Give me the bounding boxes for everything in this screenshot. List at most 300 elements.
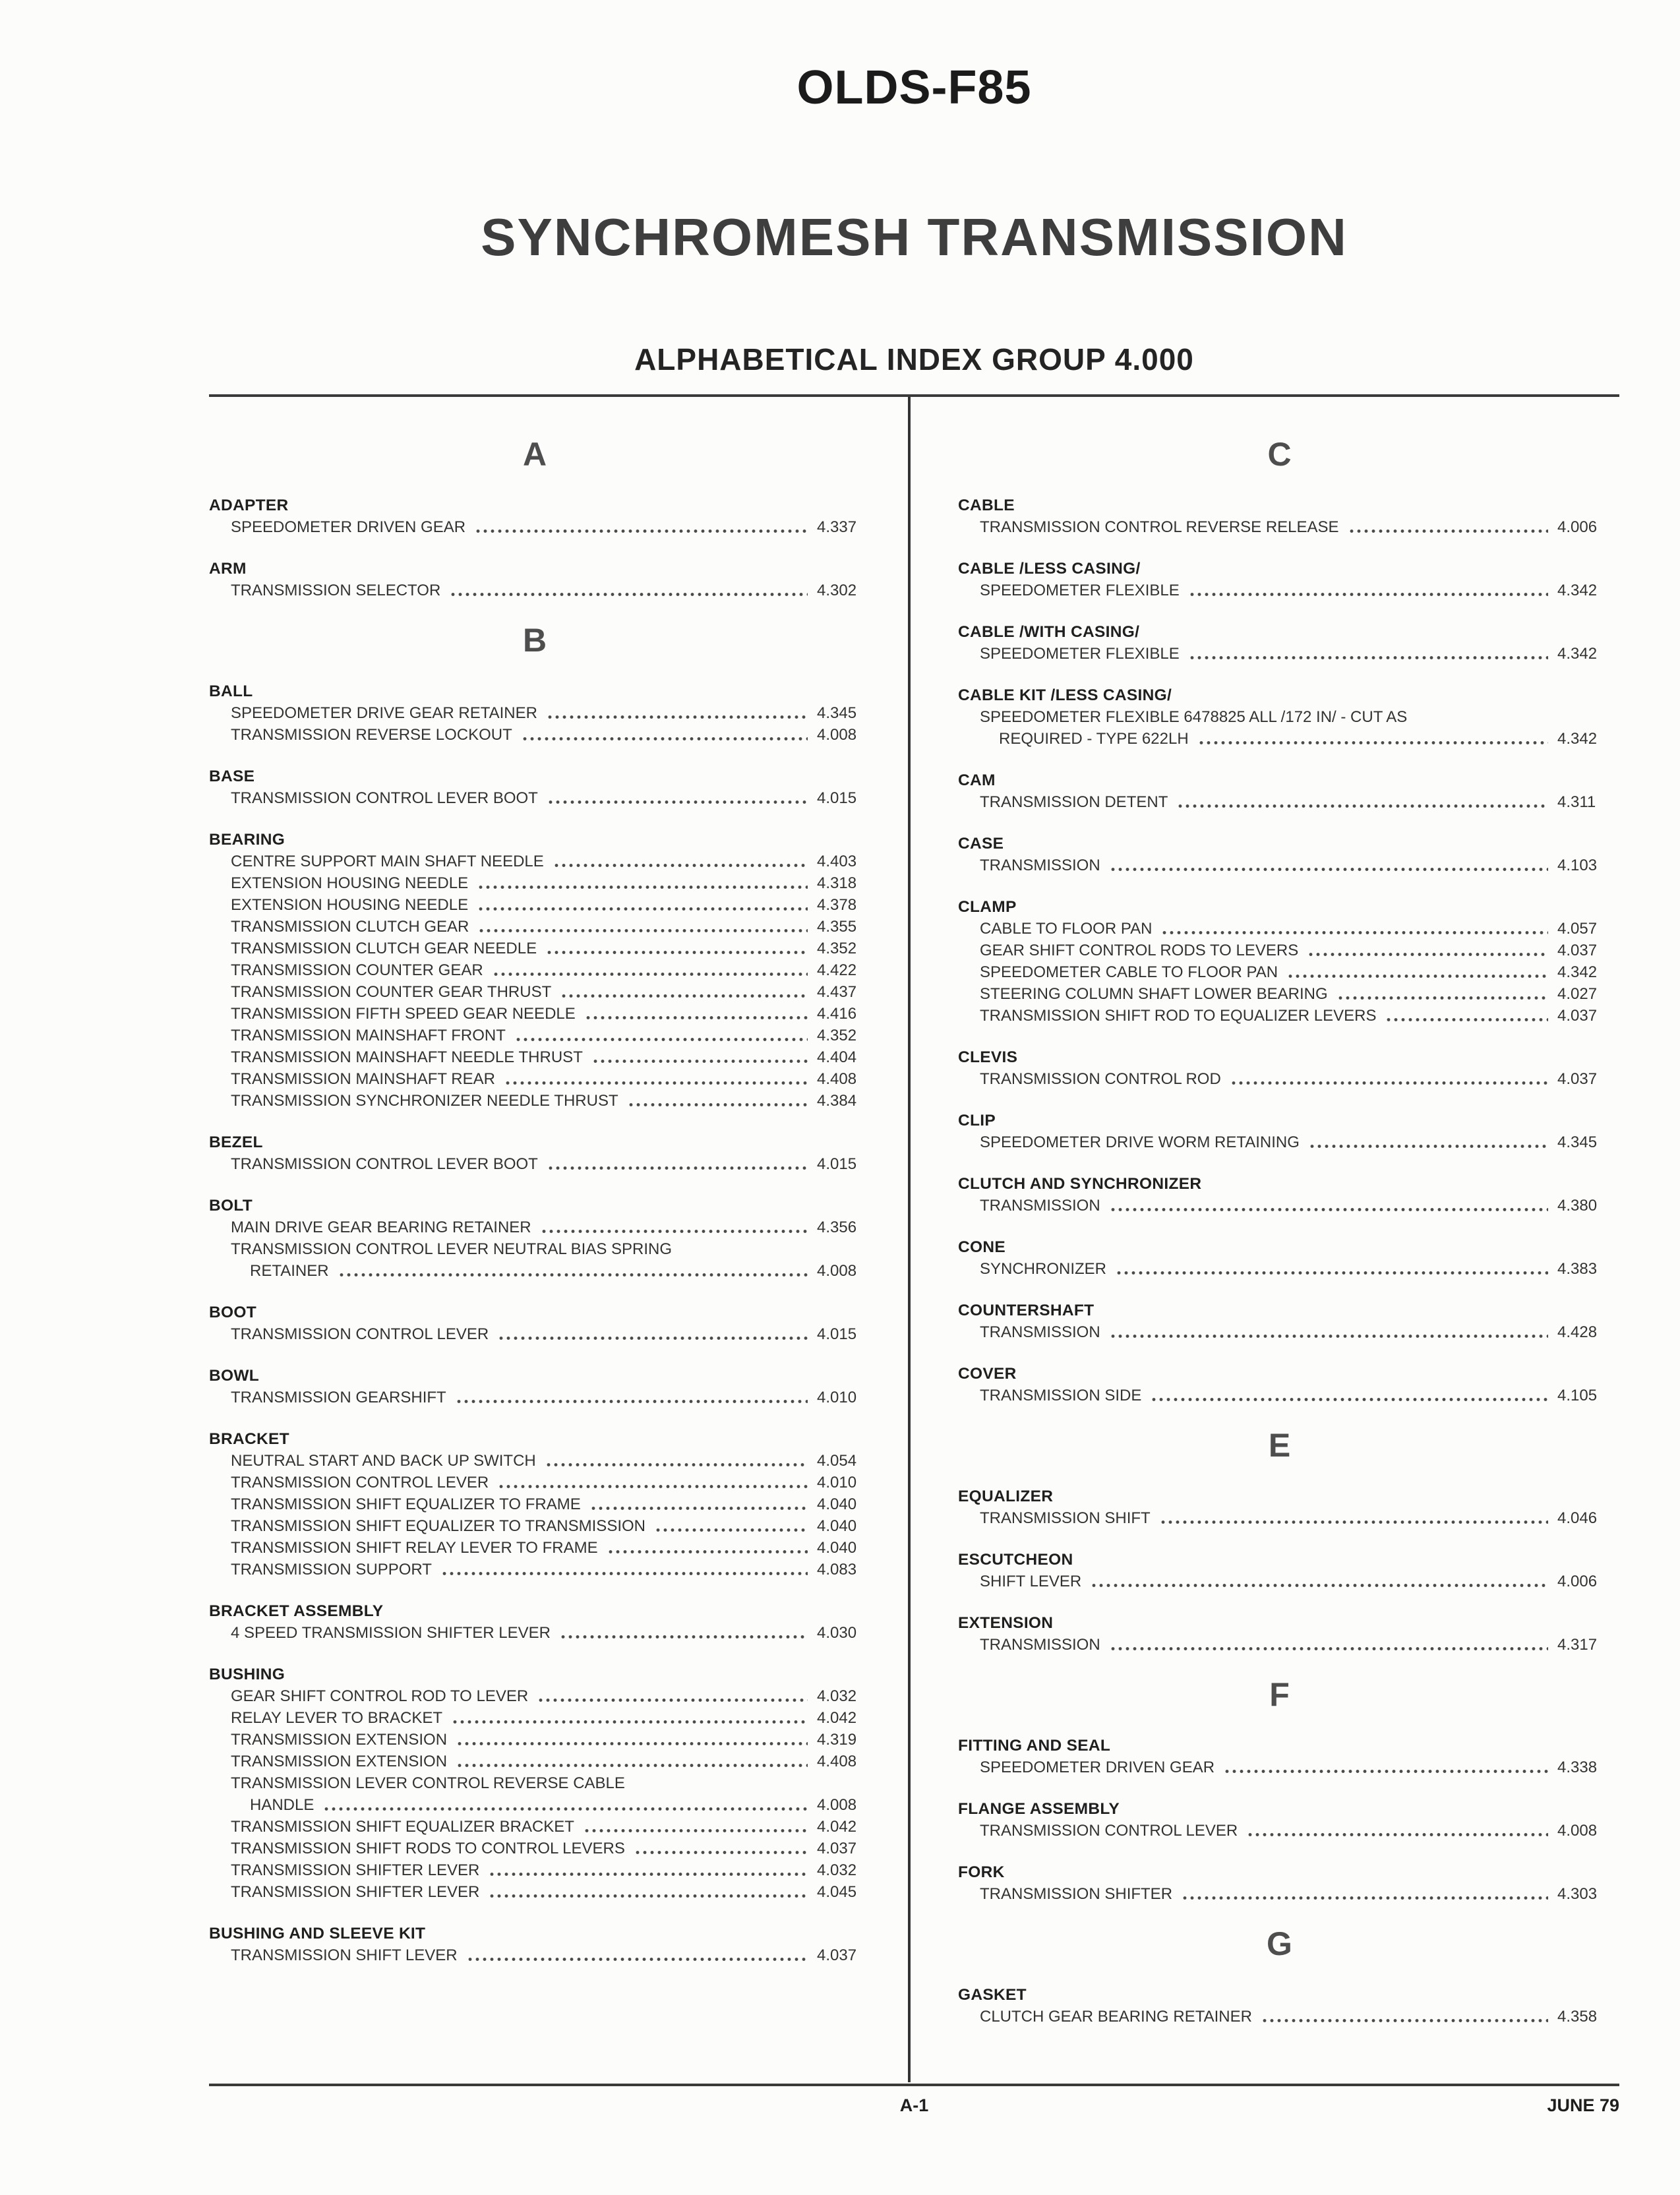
entry-group-number: 4.404 xyxy=(817,1048,857,1066)
entry-group-number: 4.037 xyxy=(817,1946,857,1964)
dotted-leader xyxy=(1232,1081,1548,1085)
entry-label: TRANSMISSION CONTROL LEVER xyxy=(231,1474,489,1491)
index-entry xyxy=(209,938,860,959)
index-entry xyxy=(958,1757,1601,1778)
dotted-leader xyxy=(547,1462,808,1467)
entry-label: TRANSMISSION CONTROL REVERSE RELEASE xyxy=(980,518,1339,536)
index-header: ALPHABETICAL INDEX GROUP 4.000 xyxy=(634,342,1194,376)
entry-group-number: 4.037 xyxy=(1557,1007,1598,1025)
entry-label: TRANSMISSION SHIFTER xyxy=(980,1885,1173,1903)
index-column-right xyxy=(958,397,1601,2082)
index-group xyxy=(209,558,860,601)
index-group xyxy=(958,1363,1601,1406)
dotted-leader xyxy=(542,1229,808,1234)
dotted-leader xyxy=(457,1399,808,1404)
group-heading: CABLE xyxy=(958,496,1015,514)
entry-label: TRANSMISSION REVERSE LOCKOUT xyxy=(231,726,512,744)
group-heading: GASKET xyxy=(958,1986,1027,2004)
entry-group-number: 4.032 xyxy=(817,1687,857,1705)
index-group xyxy=(209,495,860,538)
dotted-leader xyxy=(591,1506,808,1511)
entry-group-number: 4.032 xyxy=(817,1861,857,1879)
entry-label: TRANSMISSION xyxy=(980,1323,1100,1341)
index-group xyxy=(958,495,1601,538)
index-entry xyxy=(958,643,1601,665)
index-columns xyxy=(209,397,1619,2082)
dotted-leader xyxy=(479,907,808,911)
entry-group-number: 4.383 xyxy=(1557,1260,1598,1278)
index-group xyxy=(209,1131,860,1175)
entry-group-number: 4.037 xyxy=(1557,942,1598,959)
index-entry xyxy=(209,1217,860,1238)
index-group xyxy=(958,769,1601,813)
index-group xyxy=(958,1236,1601,1280)
entry-label: TRANSMISSION xyxy=(980,857,1100,874)
entry-label: SPEEDOMETER FLEXIBLE xyxy=(980,645,1180,663)
entry-label: TRANSMISSION SELECTOR xyxy=(231,582,441,599)
dotted-leader xyxy=(636,1850,808,1855)
index-group xyxy=(209,1923,860,1966)
dotted-leader xyxy=(458,1741,808,1746)
group-heading: CONE xyxy=(958,1238,1005,1256)
dotted-leader xyxy=(562,994,808,998)
entry-group-number: 4.006 xyxy=(1557,518,1598,536)
dotted-leader xyxy=(479,928,808,933)
entry-group-number: 4.302 xyxy=(817,582,857,599)
group-heading: CABLE KIT /LESS CASING/ xyxy=(958,686,1172,704)
entry-label: REQUIRED - TYPE 622LH xyxy=(999,730,1189,748)
entry-group-number: 4.352 xyxy=(817,940,857,957)
group-heading: EXTENSION xyxy=(958,1614,1054,1632)
entry-label: TRANSMISSION CONTROL LEVER xyxy=(231,1325,489,1343)
dotted-leader xyxy=(1190,655,1548,660)
entry-first-line: SPEEDOMETER FLEXIBLE 6478825 ALL /172 IN/ - CUT AS xyxy=(980,708,1408,726)
entry-group-number: 4.008 xyxy=(1557,1822,1598,1840)
section-letter-c: C xyxy=(1267,436,1292,473)
dotted-leader xyxy=(1178,804,1548,808)
dotted-leader xyxy=(1162,930,1548,935)
group-heading: FORK xyxy=(958,1863,1005,1881)
entry-group-number: 4.042 xyxy=(817,1709,857,1727)
footer-page-number: A-1 xyxy=(899,2095,929,2115)
index-entry xyxy=(958,1258,1601,1280)
entry-group-number: 4.045 xyxy=(817,1883,857,1901)
entry-group-number: 4.008 xyxy=(817,1796,857,1814)
dotted-leader xyxy=(490,1894,808,1898)
section-letter-f: F xyxy=(1269,1676,1290,1713)
entry-group-number: 4.015 xyxy=(817,789,857,807)
index-entry xyxy=(958,1820,1601,1842)
entry-label: TRANSMISSION GEARSHIFT xyxy=(231,1389,446,1406)
group-heading: BUSHING xyxy=(209,1666,285,1683)
group-heading: CLUTCH AND SYNCHRONIZER xyxy=(958,1175,1202,1193)
entry-group-number: 4.352 xyxy=(817,1027,857,1044)
group-heading: BASE xyxy=(209,767,255,785)
group-heading: CABLE /WITH CASING/ xyxy=(958,623,1140,641)
dotted-leader xyxy=(1338,996,1548,1000)
group-heading: BEZEL xyxy=(209,1133,263,1151)
entry-group-number: 4.384 xyxy=(817,1092,857,1110)
index-entry xyxy=(958,1385,1601,1406)
entry-group-number: 4.355 xyxy=(817,918,857,936)
index-entry xyxy=(958,516,1601,538)
entry-group-number: 4.342 xyxy=(1557,963,1598,981)
entry-label: TRANSMISSION MAINSHAFT NEEDLE THRUST xyxy=(231,1048,583,1066)
group-heading: BOOT xyxy=(209,1304,256,1321)
index-entry xyxy=(209,1025,860,1046)
index-entry xyxy=(958,1883,1601,1905)
dotted-leader xyxy=(1310,1144,1548,1149)
footer-date: JUNE 79 xyxy=(1547,2095,1619,2115)
entry-label: TRANSMISSION SHIFT RODS TO CONTROL LEVERS xyxy=(231,1840,625,1857)
entry-label: SPEEDOMETER DRIVE GEAR RETAINER xyxy=(231,704,537,722)
index-entry xyxy=(209,1068,860,1090)
entry-label: TRANSMISSION SHIFTER LEVER xyxy=(231,1883,480,1901)
page-footer xyxy=(209,2095,1619,2135)
entry-label: TRANSMISSION CONTROL LEVER BOOT xyxy=(231,1155,538,1173)
group-heading: BRACKET xyxy=(209,1430,289,1448)
index-entry xyxy=(209,787,860,809)
dotted-leader xyxy=(499,1484,808,1489)
dotted-leader xyxy=(593,1059,808,1064)
dotted-leader xyxy=(490,1872,808,1877)
entry-first-line: TRANSMISSION CONTROL LEVER NEUTRAL BIAS SPRING xyxy=(231,1240,673,1258)
dotted-leader xyxy=(458,1763,808,1768)
group-heading: CAM xyxy=(958,771,996,789)
index-group xyxy=(958,1798,1601,1842)
index-entry xyxy=(209,1622,860,1644)
entry-label: TRANSMISSION SHIFT LEVER xyxy=(231,1946,458,1964)
entry-group-number: 4.342 xyxy=(1557,730,1598,748)
entry-label: RETAINER xyxy=(250,1262,329,1280)
entry-label: HANDLE xyxy=(250,1796,315,1814)
dotted-leader xyxy=(1350,529,1548,533)
group-heading: ESCUTCHEON xyxy=(958,1551,1073,1569)
entry-group-number: 4.010 xyxy=(817,1474,857,1491)
dotted-leader xyxy=(1117,1271,1548,1275)
entry-label: SPEEDOMETER FLEXIBLE xyxy=(980,582,1180,599)
dotted-leader xyxy=(1183,1896,1548,1900)
entry-label: SPEEDOMETER CABLE TO FLOOR PAN xyxy=(980,963,1278,981)
entry-group-number: 4.042 xyxy=(817,1818,857,1836)
group-heading: COUNTERSHAFT xyxy=(958,1302,1095,1319)
index-entry xyxy=(209,1685,860,1707)
index-group xyxy=(209,1664,860,1903)
group-heading: BRACKET ASSEMBLY xyxy=(209,1602,384,1620)
index-entry xyxy=(958,940,1601,961)
dotted-leader xyxy=(1387,1017,1548,1022)
entry-group-number: 4.027 xyxy=(1557,985,1598,1003)
entry-group-number: 4.356 xyxy=(817,1218,857,1236)
dotted-leader xyxy=(1309,952,1548,957)
index-entry xyxy=(209,516,860,538)
index-entry xyxy=(209,1859,860,1881)
index-entry xyxy=(958,1321,1601,1343)
entry-label: TRANSMISSION SIDE xyxy=(980,1387,1142,1404)
entry-label: TRANSMISSION CONTROL ROD xyxy=(980,1070,1221,1088)
entry-label: TRANSMISSION COUNTER GEAR THRUST xyxy=(231,983,552,1001)
dotted-leader xyxy=(516,1037,808,1042)
entry-group-number: 4.358 xyxy=(1557,2008,1598,2026)
index-entry xyxy=(209,1515,860,1537)
index-entry xyxy=(209,981,860,1003)
index-entry xyxy=(958,918,1601,940)
index-entry xyxy=(958,791,1601,813)
entry-label: TRANSMISSION SUPPORT xyxy=(231,1561,432,1579)
index-group xyxy=(958,1173,1601,1217)
index-entry xyxy=(209,916,860,938)
index-entry xyxy=(209,1559,860,1580)
index-entry xyxy=(209,1729,860,1751)
index-entry xyxy=(209,894,860,916)
entry-group-number: 4.054 xyxy=(817,1452,857,1470)
index-entry xyxy=(209,1387,860,1408)
group-heading: CLEVIS xyxy=(958,1048,1018,1066)
dotted-leader xyxy=(548,715,808,719)
index-entry xyxy=(958,1507,1601,1529)
group-heading: BALL xyxy=(209,682,253,700)
entry-label: TRANSMISSION CLUTCH GEAR NEEDLE xyxy=(231,940,537,957)
dotted-leader xyxy=(494,972,808,977)
bottom-rule xyxy=(209,2084,1619,2086)
dotted-leader xyxy=(561,1635,808,1639)
entry-label: TRANSMISSION CONTROL LEVER xyxy=(980,1822,1238,1840)
index-entry xyxy=(209,872,860,894)
index-group xyxy=(958,1549,1601,1592)
entry-label: TRANSMISSION CONTROL LEVER BOOT xyxy=(231,789,538,807)
entry-first-line: TRANSMISSION LEVER CONTROL REVERSE CABLE xyxy=(231,1774,625,1792)
entry-label: CLUTCH GEAR BEARING RETAINER xyxy=(980,2008,1252,2026)
index-entry xyxy=(209,1472,860,1493)
index-group xyxy=(209,1365,860,1408)
entry-group-number: 4.040 xyxy=(817,1495,857,1513)
entry-label: TRANSMISSION SHIFT EQUALIZER TO FRAME xyxy=(231,1495,581,1513)
entry-group-number: 4.037 xyxy=(1557,1070,1598,1088)
group-heading: BUSHING AND SLEEVE KIT xyxy=(209,1925,426,1942)
entry-group-number: 4.378 xyxy=(817,896,857,914)
entry-label: TRANSMISSION SHIFT ROD TO EQUALIZER LEVERS xyxy=(980,1007,1377,1025)
entry-label: 4 SPEED TRANSMISSION SHIFTER LEVER xyxy=(231,1624,551,1642)
dotted-leader xyxy=(549,1166,808,1170)
dotted-leader xyxy=(609,1549,808,1554)
index-column-left xyxy=(209,397,860,2082)
index-group xyxy=(958,558,1601,601)
section-letter-g: G xyxy=(1267,1925,1292,1962)
entry-label: TRANSMISSION MAINSHAFT FRONT xyxy=(231,1027,506,1044)
group-heading: CLAMP xyxy=(958,898,1017,916)
entry-group-number: 4.105 xyxy=(1557,1387,1598,1404)
dotted-leader xyxy=(442,1571,808,1576)
index-group xyxy=(958,1612,1601,1656)
dotted-leader xyxy=(523,737,808,741)
index-group xyxy=(958,896,1601,1027)
entry-group-number: 4.422 xyxy=(817,961,857,979)
index-entry xyxy=(209,1707,860,1729)
dotted-leader xyxy=(1092,1583,1548,1588)
entry-group-number: 4.037 xyxy=(817,1840,857,1857)
entry-label: NEUTRAL START AND BACK UP SWITCH xyxy=(231,1452,536,1470)
dotted-leader xyxy=(549,800,808,804)
dotted-leader xyxy=(468,1957,808,1962)
index-group xyxy=(958,1110,1601,1153)
index-entry xyxy=(958,855,1601,876)
entry-label: CABLE TO FLOOR PAN xyxy=(980,920,1153,938)
group-heading: BOWL xyxy=(209,1367,260,1385)
dotted-leader xyxy=(479,885,808,889)
index-entry xyxy=(209,851,860,872)
dotted-leader xyxy=(1199,740,1548,745)
dotted-leader xyxy=(555,863,808,868)
entry-label: GEAR SHIFT CONTROL RODS TO LEVERS xyxy=(980,942,1299,959)
dotted-leader xyxy=(539,1698,808,1702)
index-group xyxy=(958,621,1601,665)
index-entry xyxy=(209,1537,860,1559)
entry-group-number: 4.311 xyxy=(1557,793,1596,811)
group-heading: FLANGE ASSEMBLY xyxy=(958,1800,1120,1818)
group-heading: ARM xyxy=(209,560,247,578)
dotted-leader xyxy=(324,1807,808,1811)
dotted-leader xyxy=(1111,1646,1548,1651)
group-heading: CABLE /LESS CASING/ xyxy=(958,560,1141,578)
index-entry xyxy=(209,724,860,746)
entry-label: MAIN DRIVE GEAR BEARING RETAINER xyxy=(231,1218,531,1236)
entry-label: STEERING COLUMN SHAFT LOWER BEARING xyxy=(980,985,1328,1003)
dotted-leader xyxy=(586,1015,808,1020)
dotted-leader xyxy=(656,1528,808,1532)
index-group xyxy=(958,1984,1601,2028)
entry-group-number: 4.040 xyxy=(817,1539,857,1557)
index-entry xyxy=(209,1881,860,1903)
entry-label: TRANSMISSION EXTENSION xyxy=(231,1753,448,1770)
index-entry xyxy=(958,2006,1601,2028)
entry-group-number: 4.408 xyxy=(817,1070,857,1088)
group-heading: CLIP xyxy=(958,1112,996,1129)
entry-group-number: 4.403 xyxy=(817,853,857,870)
index-entry xyxy=(209,1003,860,1025)
index-group xyxy=(958,1300,1601,1343)
index-entry xyxy=(209,959,860,981)
entry-label: EXTENSION HOUSING NEEDLE xyxy=(231,874,469,892)
entry-label: TRANSMISSION MAINSHAFT REAR xyxy=(231,1070,495,1088)
dotted-leader xyxy=(629,1102,808,1107)
dotted-leader xyxy=(1263,2018,1548,2023)
index-group xyxy=(209,1600,860,1644)
entry-label: TRANSMISSION SHIFT EQUALIZER TO TRANSMISSION xyxy=(231,1517,645,1535)
dotted-leader xyxy=(499,1336,808,1340)
index-entry xyxy=(209,1153,860,1175)
index-group xyxy=(209,1302,860,1345)
index-group xyxy=(209,766,860,809)
dotted-leader xyxy=(453,1720,808,1724)
entry-group-number: 4.015 xyxy=(817,1155,857,1173)
index-group xyxy=(209,1195,860,1282)
dotted-leader xyxy=(1288,974,1548,978)
entry-label: SPEEDOMETER DRIVEN GEAR xyxy=(980,1759,1215,1776)
index-entry xyxy=(209,1794,860,1816)
entry-label: TRANSMISSION FIFTH SPEED GEAR NEEDLE xyxy=(231,1005,576,1023)
index-entry xyxy=(958,1195,1601,1217)
index-group xyxy=(958,1046,1601,1090)
index-entry xyxy=(958,961,1601,983)
dotted-leader xyxy=(1248,1832,1548,1837)
entry-group-number: 4.006 xyxy=(1557,1573,1598,1590)
entry-group-number: 4.319 xyxy=(817,1731,857,1749)
index-group xyxy=(958,1861,1601,1905)
index-entry xyxy=(209,1944,860,1966)
group-heading: BOLT xyxy=(209,1197,253,1215)
index-group xyxy=(958,1486,1601,1529)
index-entry xyxy=(209,580,860,601)
index-entry xyxy=(958,1005,1601,1027)
page-subtitle: SYNCHROMESH TRANSMISSION xyxy=(481,208,1348,266)
entry-label: TRANSMISSION EXTENSION xyxy=(231,1731,448,1749)
entry-label: TRANSMISSION SHIFT xyxy=(980,1509,1151,1527)
index-group xyxy=(209,829,860,1112)
entry-label: SYNCHRONIZER xyxy=(980,1260,1107,1278)
index-entry xyxy=(209,1816,860,1838)
entry-label: EXTENSION HOUSING NEEDLE xyxy=(231,896,469,914)
dotted-leader xyxy=(340,1273,808,1277)
index-entry xyxy=(209,702,860,724)
entry-group-number: 4.008 xyxy=(817,1262,857,1280)
entry-label: TRANSMISSION xyxy=(980,1636,1100,1654)
group-heading: BEARING xyxy=(209,831,285,849)
entry-group-number: 4.040 xyxy=(817,1517,857,1535)
index-group xyxy=(209,680,860,746)
index-group xyxy=(958,1735,1601,1778)
dotted-leader xyxy=(506,1081,808,1085)
dotted-leader xyxy=(1111,1207,1548,1212)
entry-group-number: 4.342 xyxy=(1557,645,1598,663)
entry-label: SPEEDOMETER DRIVE WORM RETAINING xyxy=(980,1133,1300,1151)
entry-group-number: 4.083 xyxy=(817,1561,857,1579)
index-entry xyxy=(958,1068,1601,1090)
entry-group-number: 4.008 xyxy=(817,726,857,744)
index-entry xyxy=(209,1260,860,1282)
entry-group-number: 4.303 xyxy=(1557,1885,1598,1903)
section-letter-e: E xyxy=(1268,1427,1291,1464)
section-letter-b: B xyxy=(522,622,547,659)
entry-group-number: 4.380 xyxy=(1557,1197,1598,1215)
dotted-leader xyxy=(1190,592,1548,597)
entry-label: CENTRE SUPPORT MAIN SHAFT NEEDLE xyxy=(231,853,544,870)
entry-label: TRANSMISSION SHIFT EQUALIZER BRACKET xyxy=(231,1818,574,1836)
entry-label: TRANSMISSION DETENT xyxy=(980,793,1168,811)
entry-group-number: 4.337 xyxy=(817,518,857,536)
index-group xyxy=(958,833,1601,876)
dotted-leader xyxy=(1111,867,1548,872)
index-entry xyxy=(209,1090,860,1112)
dotted-leader xyxy=(1111,1334,1548,1338)
index-group xyxy=(209,1428,860,1580)
group-heading: CASE xyxy=(958,835,1004,853)
index-entry xyxy=(958,580,1601,601)
dotted-leader xyxy=(476,529,808,533)
entry-label: TRANSMISSION SYNCHRONIZER NEEDLE THRUST xyxy=(231,1092,618,1110)
group-heading: ADAPTER xyxy=(209,496,289,514)
section-letter-a: A xyxy=(522,436,547,473)
entry-group-number: 4.342 xyxy=(1557,582,1598,599)
entry-group-number: 4.103 xyxy=(1557,857,1598,874)
entry-label: TRANSMISSION SHIFTER LEVER xyxy=(231,1861,480,1879)
entry-label: SPEEDOMETER DRIVEN GEAR xyxy=(231,518,466,536)
dotted-leader xyxy=(585,1828,808,1833)
entry-label: TRANSMISSION CLUTCH GEAR xyxy=(231,918,469,936)
entry-label: RELAY LEVER TO BRACKET xyxy=(231,1709,443,1727)
entry-group-number: 4.437 xyxy=(817,983,857,1001)
dotted-leader xyxy=(451,592,808,597)
dotted-leader xyxy=(1152,1397,1548,1402)
